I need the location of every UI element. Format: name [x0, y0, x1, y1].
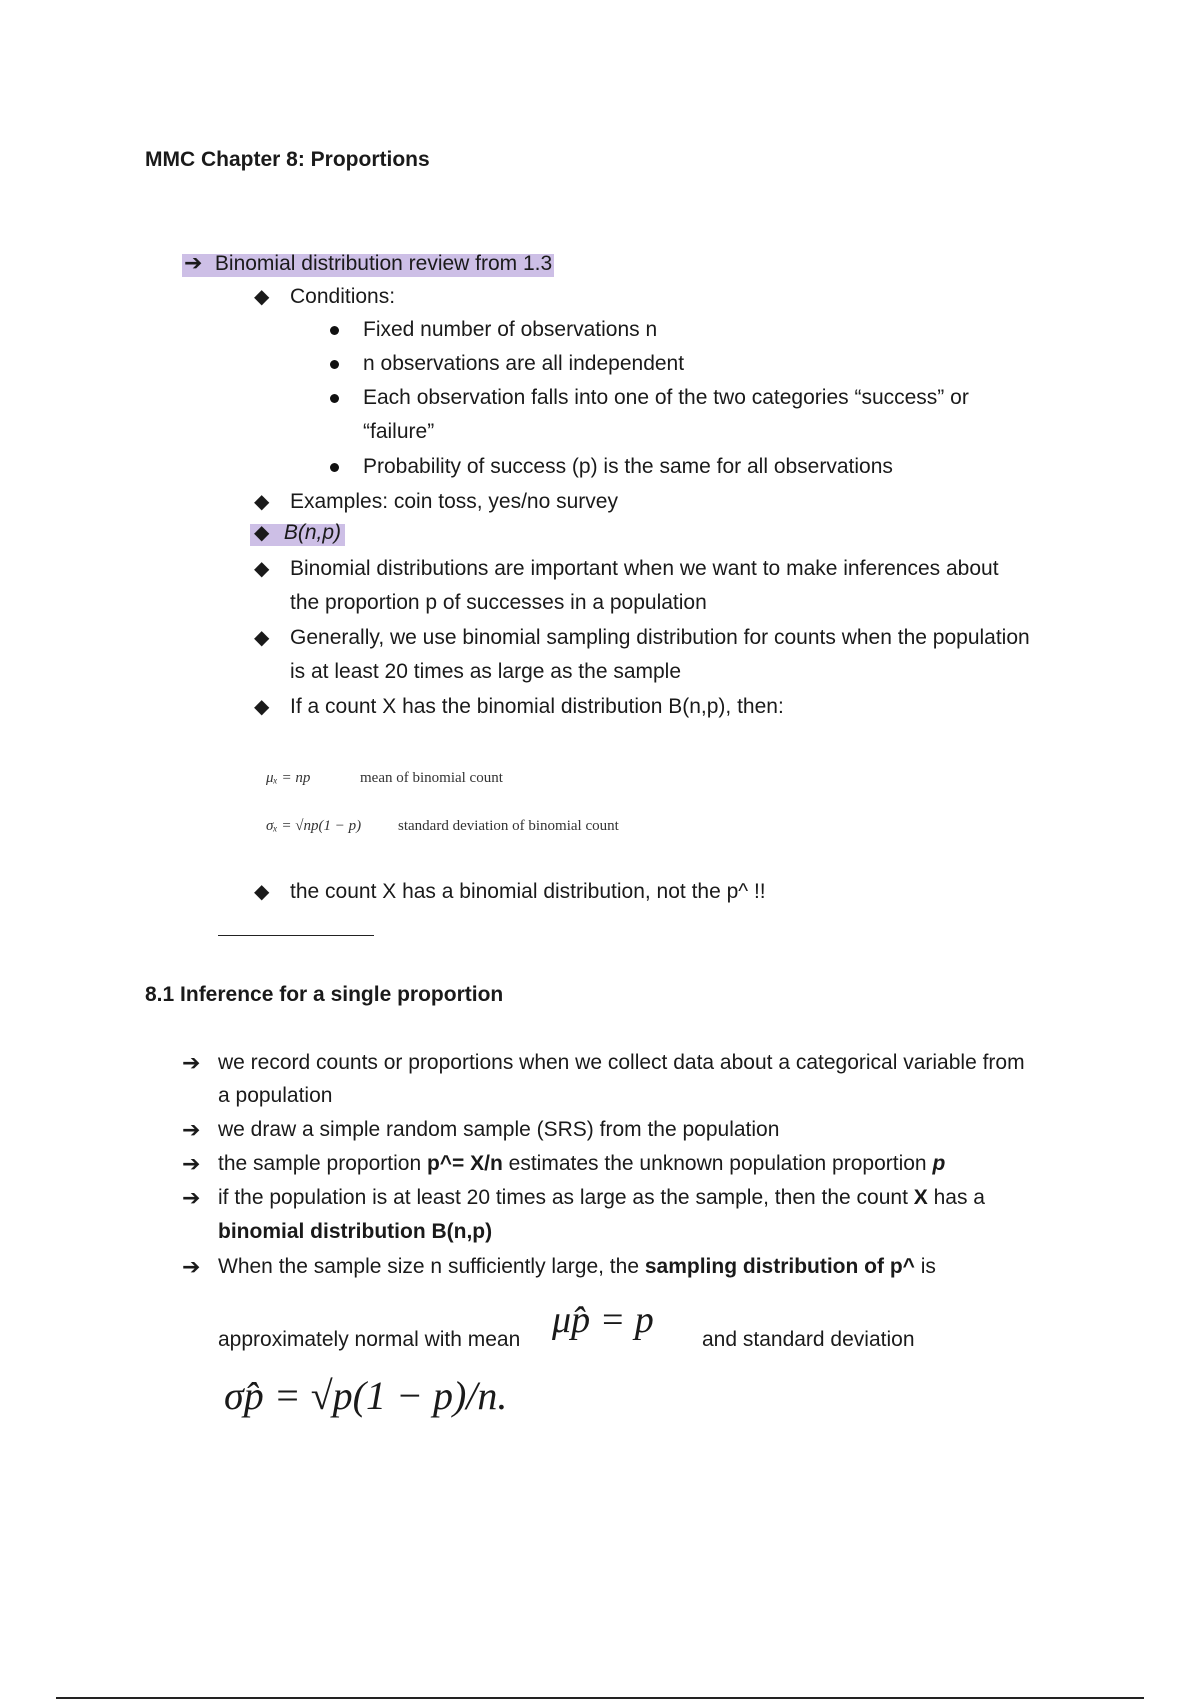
- diamond-icon: ◆: [254, 627, 270, 649]
- diamond-icon: ◆: [254, 522, 270, 544]
- notation-text: B(n,p): [283, 521, 342, 544]
- arrow-icon: ➔: [182, 1185, 201, 1210]
- condition-item: Fixed number of observations n: [363, 318, 658, 341]
- arrow-icon: ➔: [184, 250, 203, 275]
- mean-formula: μp̂ = p: [552, 1299, 654, 1341]
- condition-item-cont: “failure”: [363, 420, 435, 443]
- arrow-icon: ➔: [182, 1050, 201, 1075]
- section-title: 8.1 Inference for a single proportion: [145, 983, 504, 1006]
- sd-formula: σp̂ = √p(1 − p)/n.: [224, 1373, 508, 1418]
- condition-item: Each observation falls into one of the two categories “success” or: [363, 386, 969, 409]
- bullet-5-line-1: When the sample size n sufficiently large, the sampling distribution of p^ is: [218, 1255, 936, 1278]
- diamond-icon: ◆: [254, 696, 270, 718]
- condition-item: n observations are all independent: [363, 352, 685, 375]
- bullet-5-line-2-post: and standard deviation: [702, 1328, 915, 1351]
- generally-line-1: Generally, we use binomial sampling distribution for counts when the population: [290, 626, 1030, 649]
- examples-text: Examples: coin toss, yes/no survey: [290, 490, 618, 513]
- conditions-label: Conditions:: [290, 285, 396, 308]
- arrow-icon: ➔: [182, 1254, 201, 1279]
- formula-sd: σₓ = √np(1 − p): [266, 818, 362, 834]
- arrow-icon: ➔: [182, 1117, 201, 1142]
- if-count-text: If a count X has the binomial distribution B(n,p), then:: [290, 695, 784, 718]
- diamond-icon: ◆: [254, 558, 270, 580]
- review-header: [182, 250, 554, 276]
- arrow-icon: ➔: [182, 1151, 201, 1176]
- divider-line: [218, 935, 374, 936]
- bullet-5-line-2: approximately normal with mean: [218, 1328, 521, 1351]
- count-note: the count X has a binomial distribution, not the p^ !!: [290, 880, 766, 903]
- generally-line-2: is at least 20 times as large as the sample: [290, 660, 682, 683]
- notation-row: [250, 520, 345, 545]
- diamond-icon: ◆: [254, 881, 270, 903]
- diamond-icon: ◆: [254, 491, 270, 513]
- bullet-2: we draw a simple random sample (SRS) from the population: [218, 1118, 780, 1141]
- formula-sd-desc: standard deviation of binomial count: [398, 818, 619, 834]
- bullet-1-line-1: we record counts or proportions when we collect data about a categorical variable from: [218, 1051, 1025, 1074]
- bullet-4-line-1: if the population is at least 20 times as large as the sample, then the count X has a: [218, 1186, 985, 1209]
- diamond-icon: ◆: [254, 286, 270, 308]
- bullet-icon: [330, 394, 339, 403]
- bullet-1-line-2: a population: [218, 1084, 333, 1107]
- page-title: MMC Chapter 8: Proportions: [145, 148, 430, 171]
- bullet-3: the sample proportion p^= X/n estimates the unknown population proportion p: [218, 1152, 946, 1175]
- bullet-icon: [330, 463, 339, 472]
- bullet-icon: [330, 326, 339, 335]
- footer-line: [56, 1697, 1144, 1699]
- bullet-4-line-2: binomial distribution B(n,p): [218, 1220, 493, 1243]
- formula-mean-desc: mean of binomial count: [360, 770, 503, 786]
- formula-mean: μₓ = np: [266, 770, 311, 786]
- bullet-icon: [330, 360, 339, 369]
- importance-line-1: Binomial distributions are important when we want to make inferences about: [290, 557, 999, 580]
- review-title: Binomial distribution review from 1.3: [214, 252, 553, 275]
- importance-line-2: the proportion p of successes in a population: [290, 591, 707, 614]
- condition-item: Probability of success (p) is the same for all observations: [363, 455, 893, 478]
